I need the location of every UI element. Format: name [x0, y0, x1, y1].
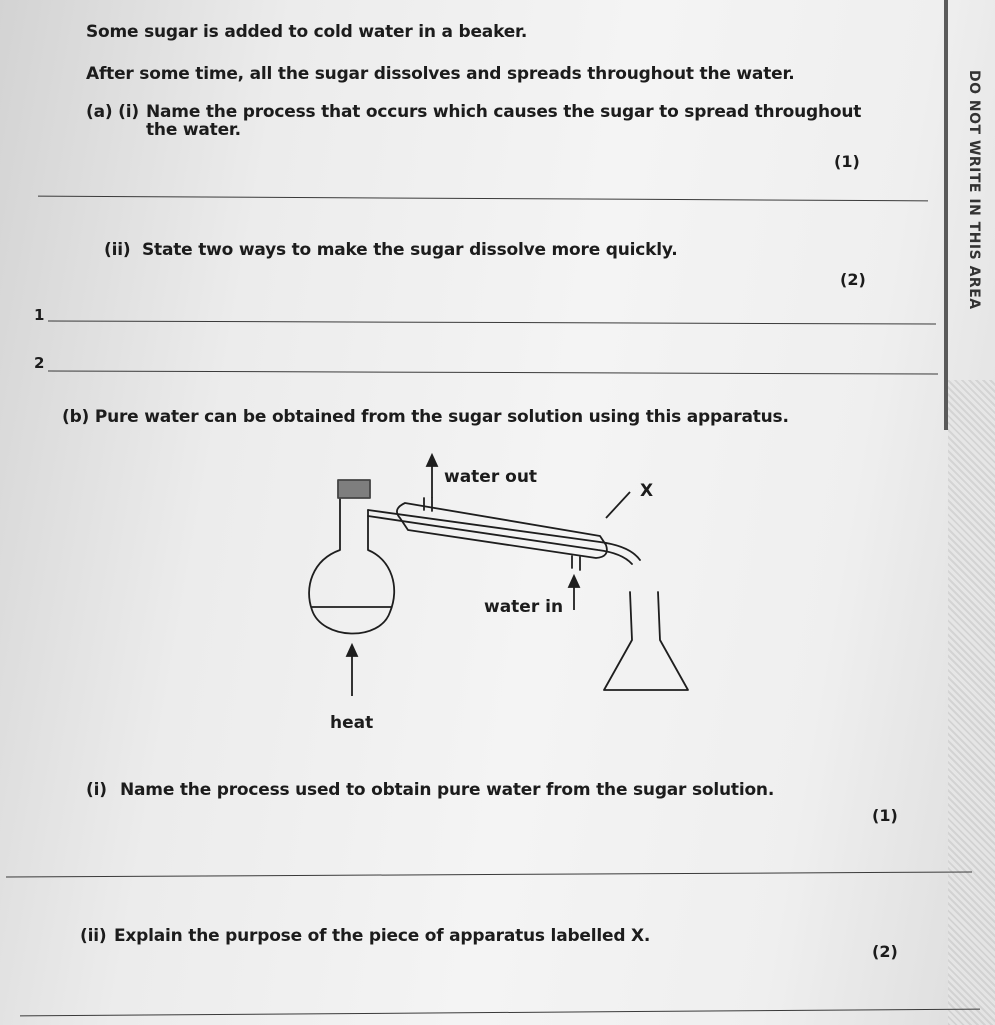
- intro-line-1: Some sugar is added to cold water in a beaker.: [86, 22, 528, 42]
- question-b-i-number: (i): [86, 780, 107, 800]
- question-a-i-marks: (1): [834, 152, 860, 171]
- question-a-ii-marks: (2): [840, 270, 866, 289]
- answer-1-label: 1: [34, 306, 45, 324]
- question-a-i-line-1: Name the process that occurs which causes the sugar to spread throughout: [146, 102, 862, 122]
- question-b-ii-number: (ii): [80, 926, 107, 946]
- part-b-intro: (b) Pure water can be obtained from the sugar solution using this apparatus.: [62, 407, 789, 427]
- question-a-i-line-2: the water.: [146, 120, 241, 140]
- label-water-in: water in: [484, 597, 564, 617]
- label-heat: heat: [330, 713, 374, 733]
- question-a-ii-number: (ii): [104, 240, 131, 260]
- margin-note: DO NOT WRITE IN THIS AREA: [966, 70, 982, 310]
- question-b-i-text: Name the process used to obtain pure water from the sugar solution.: [120, 780, 775, 800]
- conical-flask: [604, 592, 688, 690]
- question-b-i-marks: (1): [872, 806, 898, 825]
- label-x: X: [640, 481, 654, 501]
- answer-2-label: 2: [34, 354, 45, 372]
- label-water-out: water out: [444, 467, 538, 487]
- flask-stopper: [338, 480, 370, 498]
- condenser-jacket: [397, 503, 607, 558]
- question-a-ii-text: State two ways to make the sugar dissolve more quickly.: [142, 240, 678, 260]
- question-b-ii-marks: (2): [872, 942, 898, 961]
- intro-line-2: After some time, all the sugar dissolves and spreads throughout the water.: [86, 64, 795, 84]
- question-b-ii-text: Explain the purpose of the piece of apparatus labelled X.: [114, 926, 651, 946]
- x-pointer-line: [606, 492, 630, 518]
- question-a-i-number: (a) (i): [86, 102, 139, 122]
